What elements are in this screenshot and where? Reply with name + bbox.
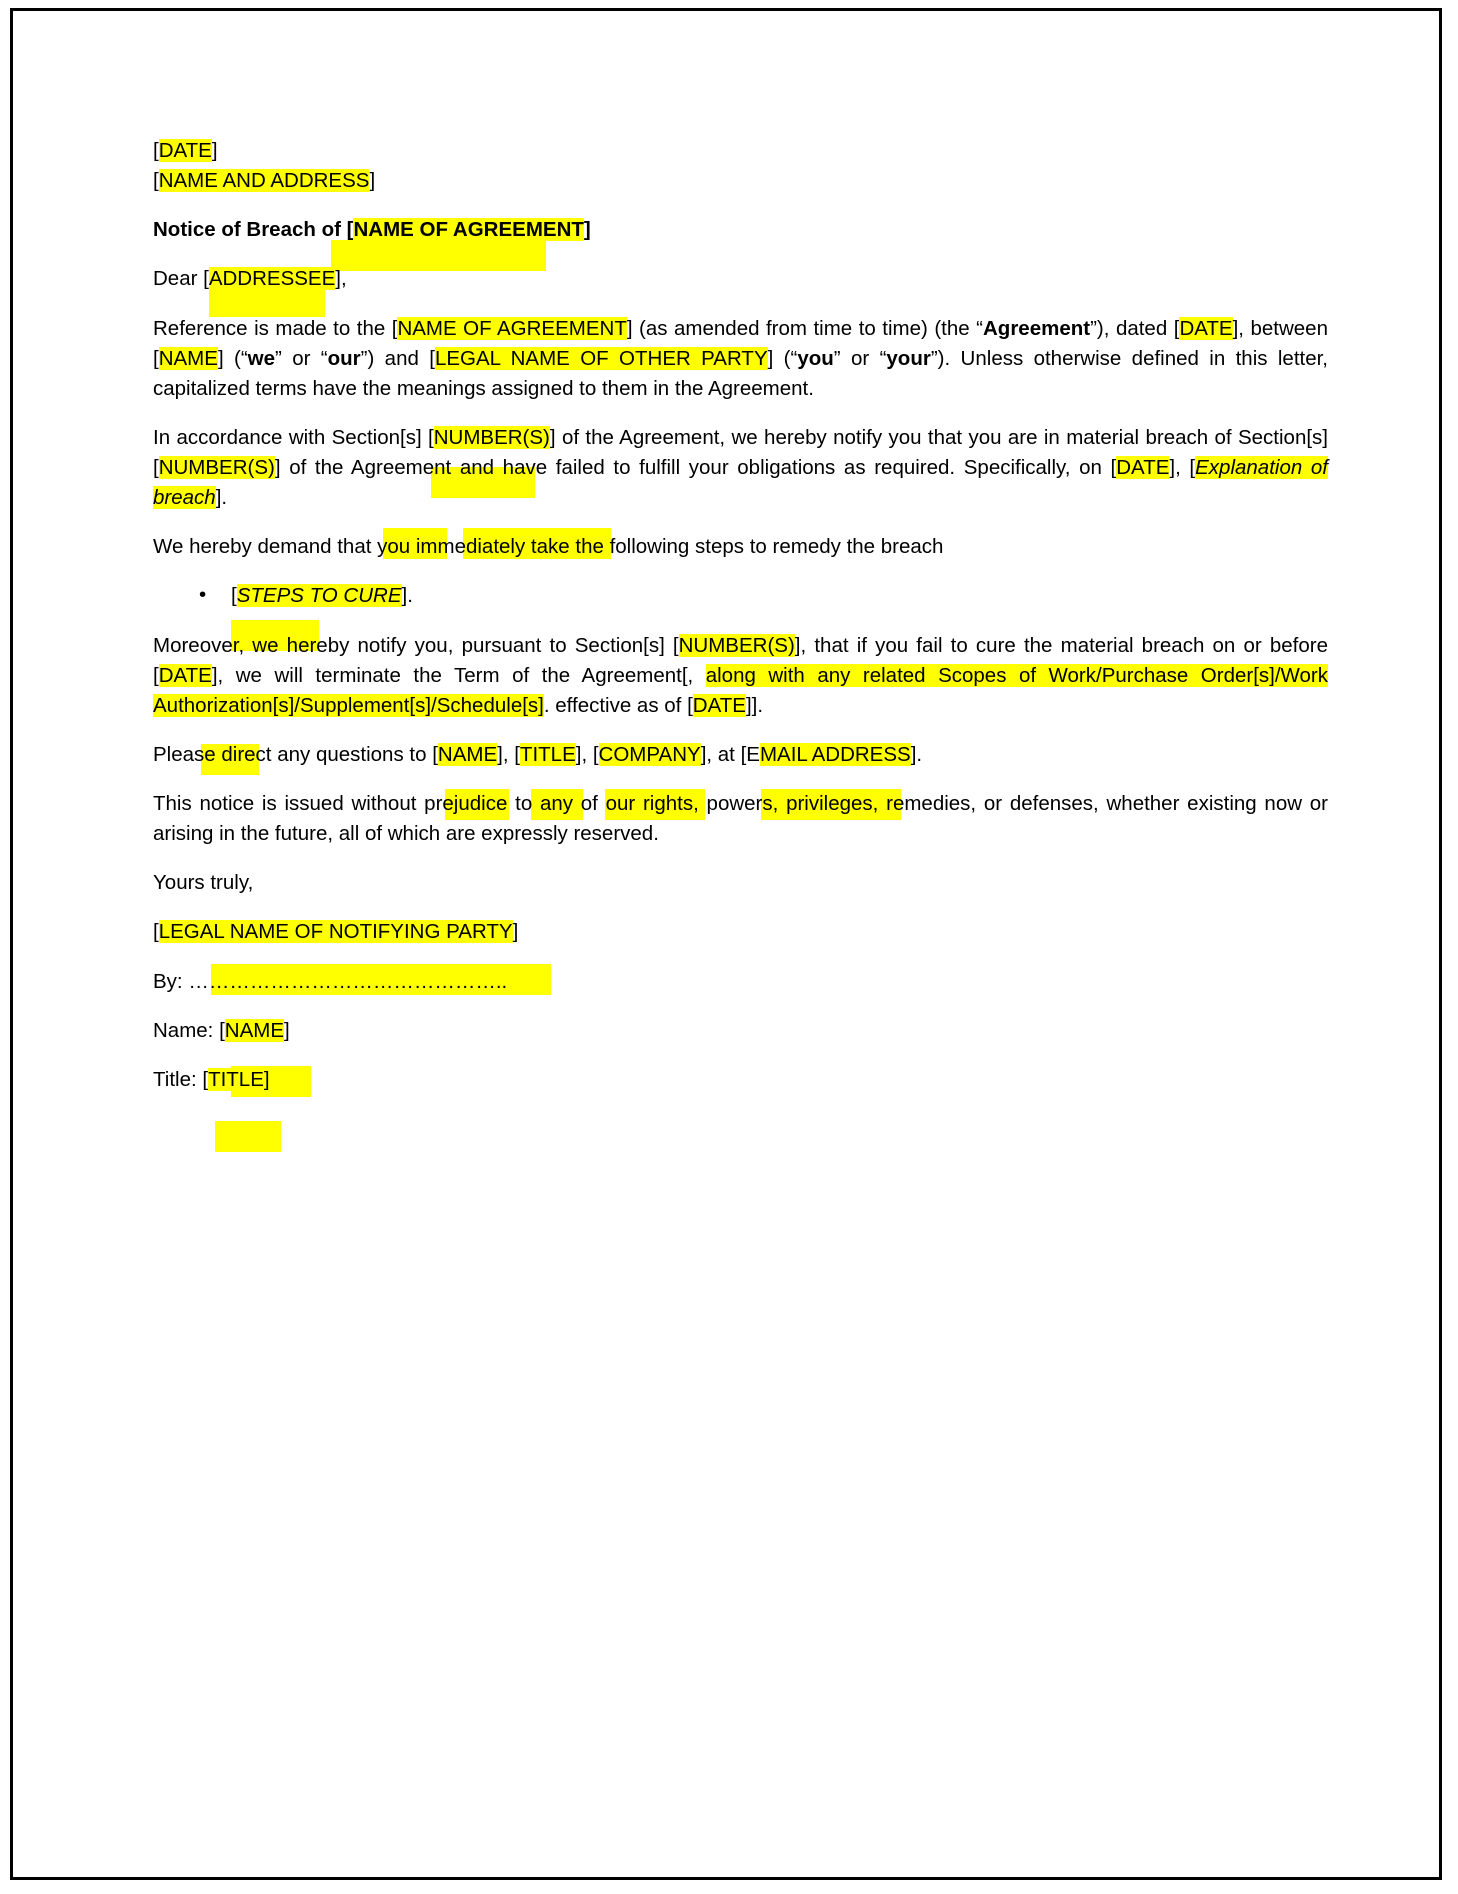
paragraph-breach: In accordance with Section[s] [NUMBER(S)] of the Agreement, we hereby notify you that you are in material breach of Section[s] [NUMBER(S)] of the Agreement and have failed to fulfill your obligations as required. Specifically, on [DATE], [Explanation of breach]. (153, 425, 1328, 510)
document-page (10, 8, 1442, 1880)
salutation: Dear [ADDRESSEE], (153, 267, 347, 291)
date-line: [DATE] (153, 139, 218, 162)
signature-party: [LEGAL NAME OF NOTIFYING PARTY] (153, 920, 519, 944)
name-address-line: [NAME AND ADDRESS] (153, 169, 376, 193)
bullet-icon: • (199, 583, 207, 607)
paragraph-questions: Please direct any questions to [NAME], [TITLE], [COMPANY], at [EMAIL ADDRESS]. (153, 742, 923, 766)
signature-title-line: Title: [TITLE] (153, 1067, 270, 1091)
closing: Yours truly, (153, 871, 254, 895)
paragraph-reference: Reference is made to the [NAME OF AGREEMENT] (as amended from time to time) (the “Agreement”), dated [DATE], between [NAME] (“we” or “our”) and [LEGAL NAME OF OTHER PARTY] (“you” or “your”). Unless otherwise defined in this letter, capitalized terms have the meanings assigned to them in the Agreement. (153, 316, 1329, 400)
address-block (153, 136, 1328, 196)
paragraph-reservation: This notice is issued without prejudice to any of our rights, powers, privileges, remedies, or defenses, whether existing now or arising in the future, all of which are expressly reserved. (153, 792, 1328, 846)
remedy-steps-list (153, 581, 1328, 611)
paragraph-termination: Moreover, we hereby notify you, pursuant to Section[s] [NUMBER(S)], that if you fail to cure the material breach on or before [DATE], we will terminate the Term of the Agreement[, along with any related Scopes of Work/Purchase Order[s]/Work Authorization[s]/Supplement[s]/Schedule[s]. effective as of [DATE]]. (153, 633, 1329, 717)
highlight-underlay-sig-title (215, 1121, 281, 1152)
document-body (153, 136, 1328, 1114)
signature-by-line: By: ……………………………………….. (153, 969, 508, 993)
list-item: • [STEPS TO CURE]. (231, 581, 1328, 611)
paragraph-demand: We hereby demand that you immediately take the following steps to remedy the breach (153, 535, 944, 559)
subject-line: Notice of Breach of [NAME OF AGREEMENT] (153, 218, 591, 242)
signature-name-line: Name: [NAME] (153, 1018, 290, 1042)
